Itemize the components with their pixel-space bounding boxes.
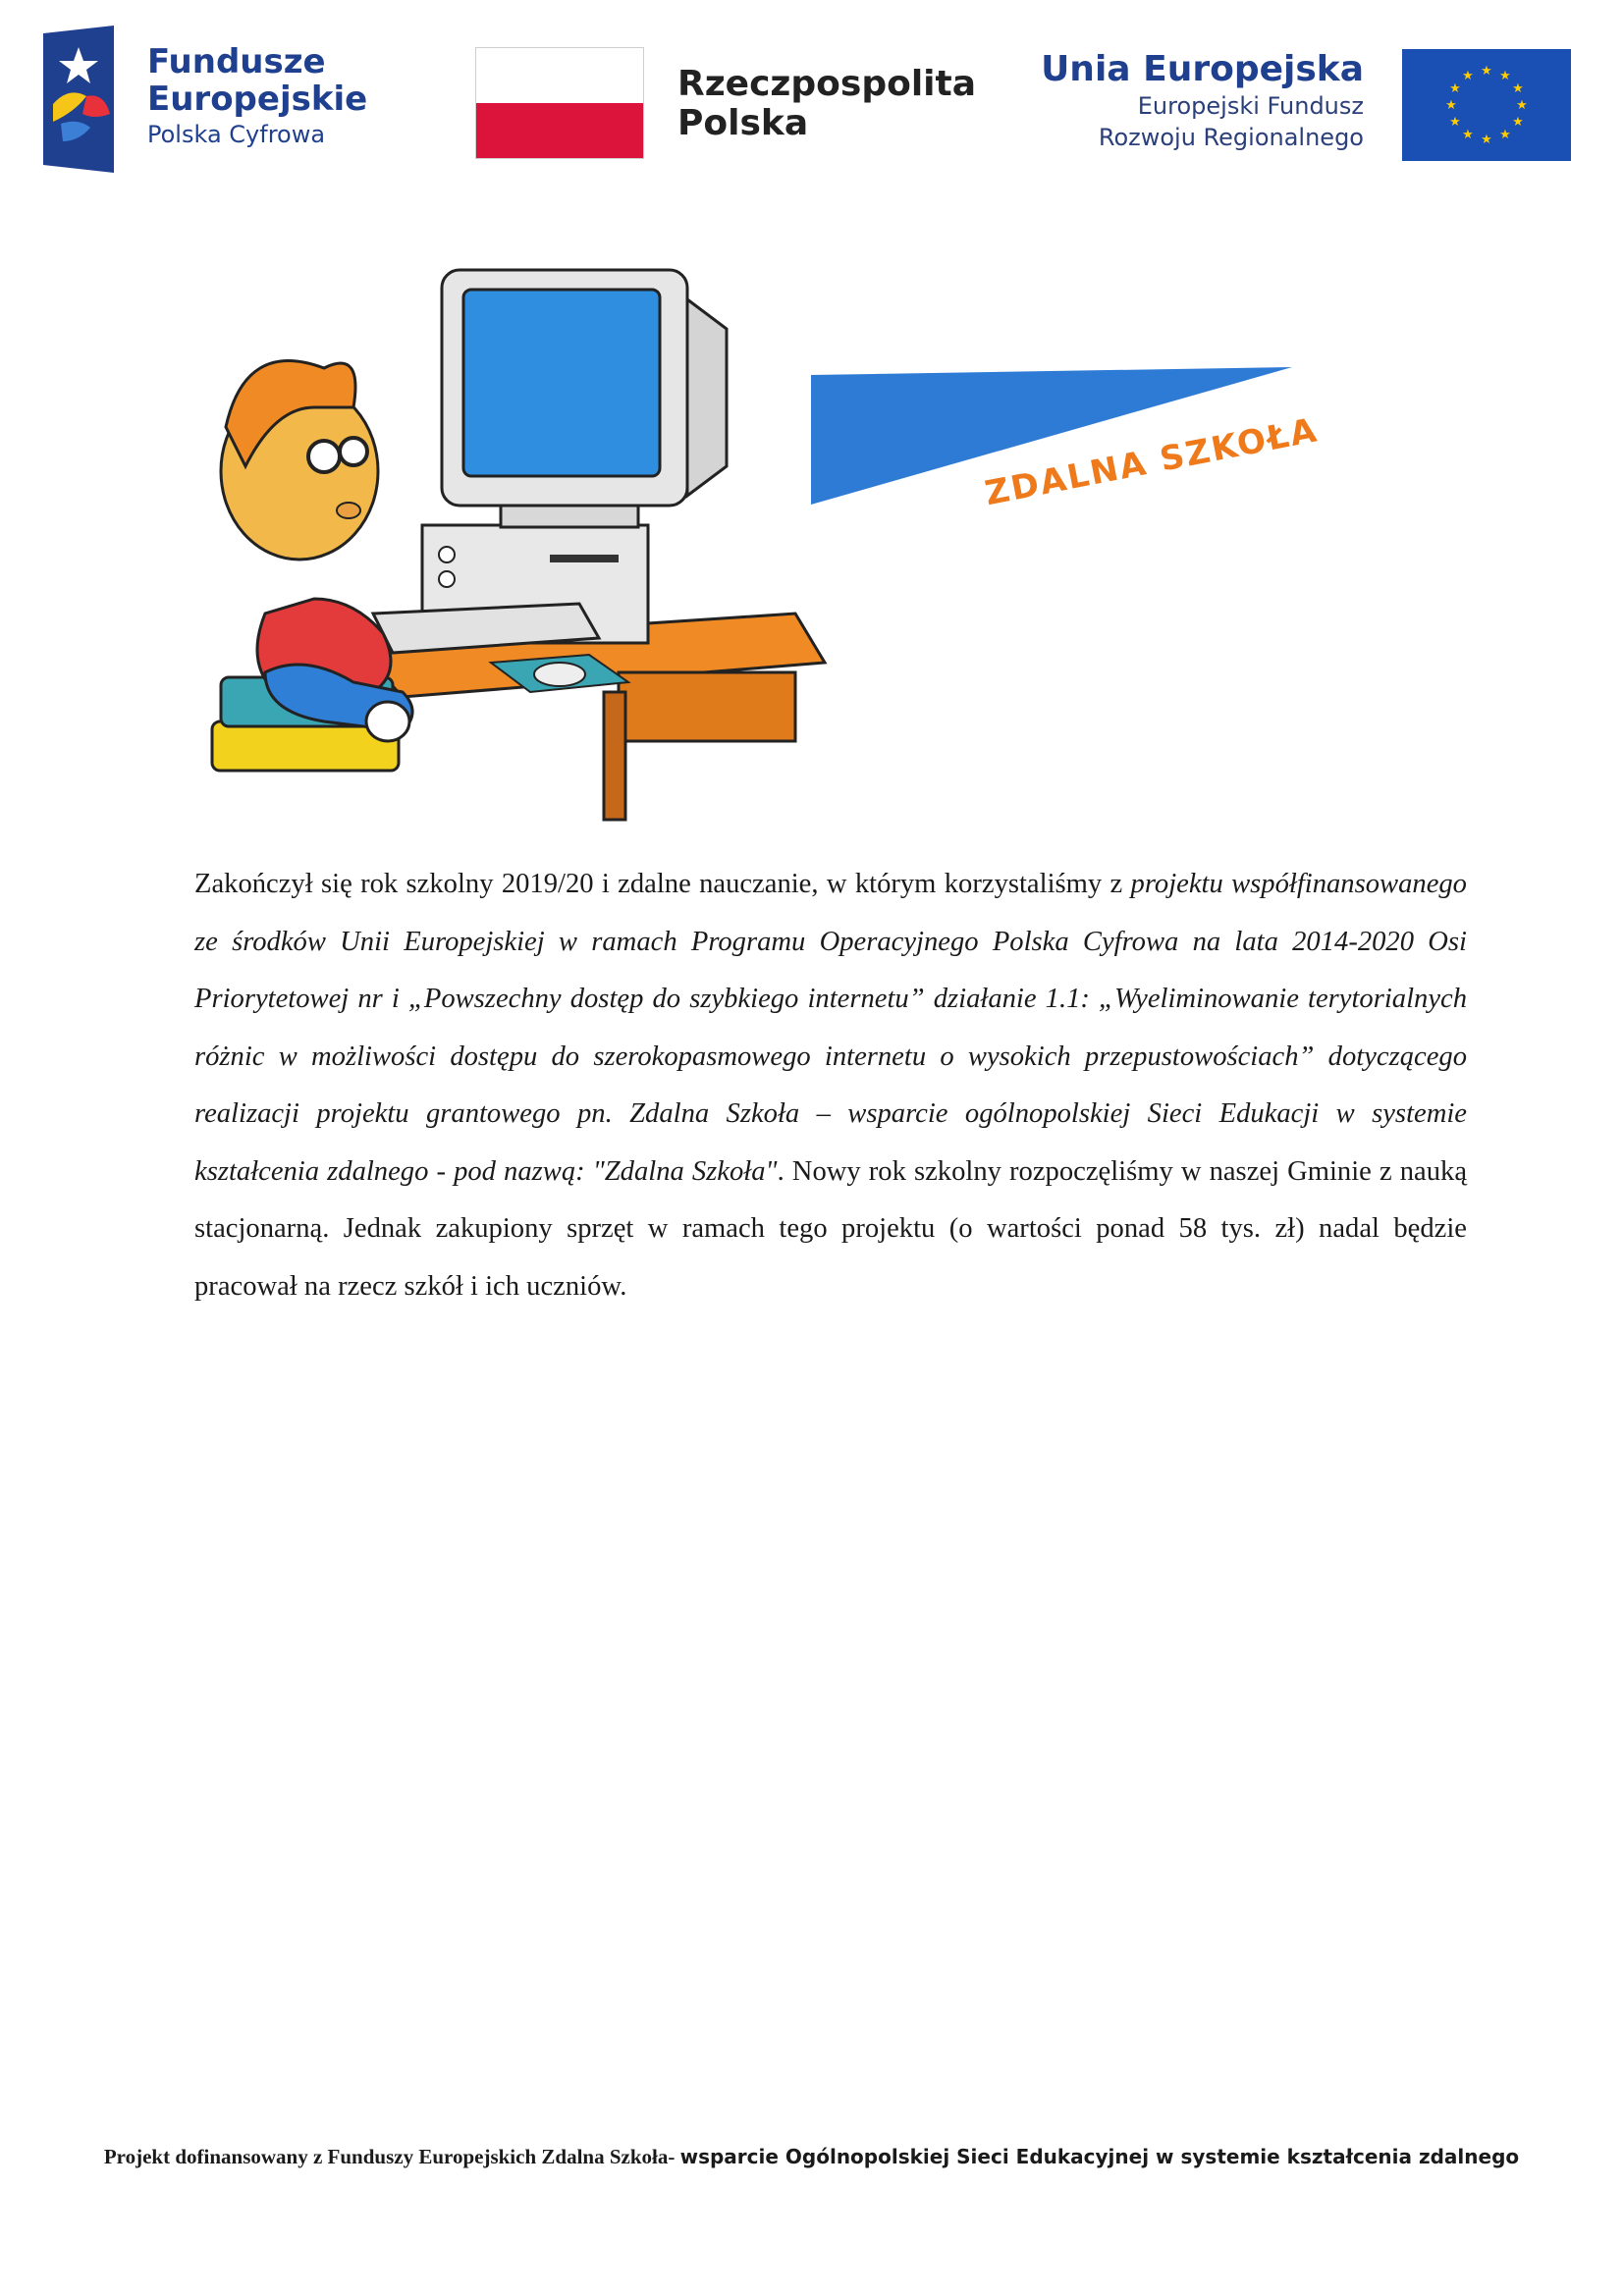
pl-line1: Rzeczpospolita bbox=[677, 64, 976, 104]
footer-part1: Projekt dofinansowany z Funduszy Europejskich Zdalna Szkoła- bbox=[103, 2145, 680, 2168]
unia-europejska-name bbox=[1041, 49, 1364, 153]
svg-text:★: ★ bbox=[1449, 115, 1461, 130]
eu-flag bbox=[1402, 49, 1571, 161]
paragraph-conclusion: . Nowy rok szkolny rozpoczęliśmy w naszej Gminie z nauką stacjonarną. Jednak zakupiony sprzęt w ramach tego projektu (o wartości ponad 58 tys. zł) nadal będzie pracował na rzecz szkół i ich uczniów. bbox=[194, 1155, 1468, 1302]
zdalna-szkola-label: ZDALNA SZKOŁA bbox=[982, 410, 1322, 514]
logo-bar bbox=[0, 0, 1623, 177]
child-at-computer-illustration bbox=[206, 260, 835, 829]
polish-flag bbox=[475, 47, 644, 159]
svg-text:★: ★ bbox=[1499, 69, 1511, 83]
svg-text:★: ★ bbox=[1499, 128, 1511, 142]
svg-text:★: ★ bbox=[1516, 98, 1528, 113]
svg-text:★: ★ bbox=[1512, 81, 1524, 96]
svg-text:★: ★ bbox=[1449, 81, 1461, 96]
fe-line1: Fundusze bbox=[147, 42, 326, 81]
fe-line2: Europejskie bbox=[147, 80, 368, 119]
pl-line2: Polska bbox=[677, 103, 809, 143]
svg-text:★: ★ bbox=[1462, 128, 1474, 142]
svg-text:★: ★ bbox=[1462, 69, 1474, 83]
fe-line3: Polska Cyfrowa bbox=[147, 121, 326, 148]
paragraph-intro: Zakończył się rok szkolny 2019/20 i zdalne nauczanie, w którym korzystaliśmy z bbox=[194, 869, 1131, 899]
eu-line1: Unia Europejska bbox=[1041, 49, 1364, 89]
fundusze-europejskie-logo bbox=[39, 26, 118, 173]
svg-text:★: ★ bbox=[1512, 115, 1524, 130]
fundusze-europejskie-name bbox=[147, 43, 367, 151]
eu-line3: Rozwoju Regionalnego bbox=[1098, 124, 1364, 151]
paragraph-project-italic: projektu współfinansowanego ze środków Unii Europejskiej w ramach Programu Operacyjnego Polska Cyfrowa na lata 2014-2020 Osi Priorytetowej nr i „Powszechny dostęp do szybkiego internetu” działanie 1.1: „Wyeliminowanie terytorialnych różnic w możliwości dostępu do szerokopasmowego internetu o wysokich przepustowościach” dotyczącego realizacji projektu grantowego pn. Zdalna Szkoła – wsparcie ogólnopolskiej Sieci Edukacji w systemie kształcenia zdalnego - pod nazwą: "Zdalna Szkoła" bbox=[194, 869, 1467, 1187]
footer-note bbox=[0, 2145, 1623, 2169]
main-paragraph bbox=[194, 856, 1467, 1315]
svg-text:★: ★ bbox=[1481, 133, 1492, 147]
svg-text:★: ★ bbox=[1481, 64, 1492, 79]
footer-part2: wsparcie Ogólnopolskiej Sieci Edukacyjnej w systemie kształcenia zdalnego bbox=[679, 2145, 1520, 2168]
eu-line2: Europejski Fundusz bbox=[1137, 92, 1364, 120]
rzeczpospolita-polska-name bbox=[677, 65, 976, 143]
svg-text:★: ★ bbox=[1445, 98, 1457, 113]
